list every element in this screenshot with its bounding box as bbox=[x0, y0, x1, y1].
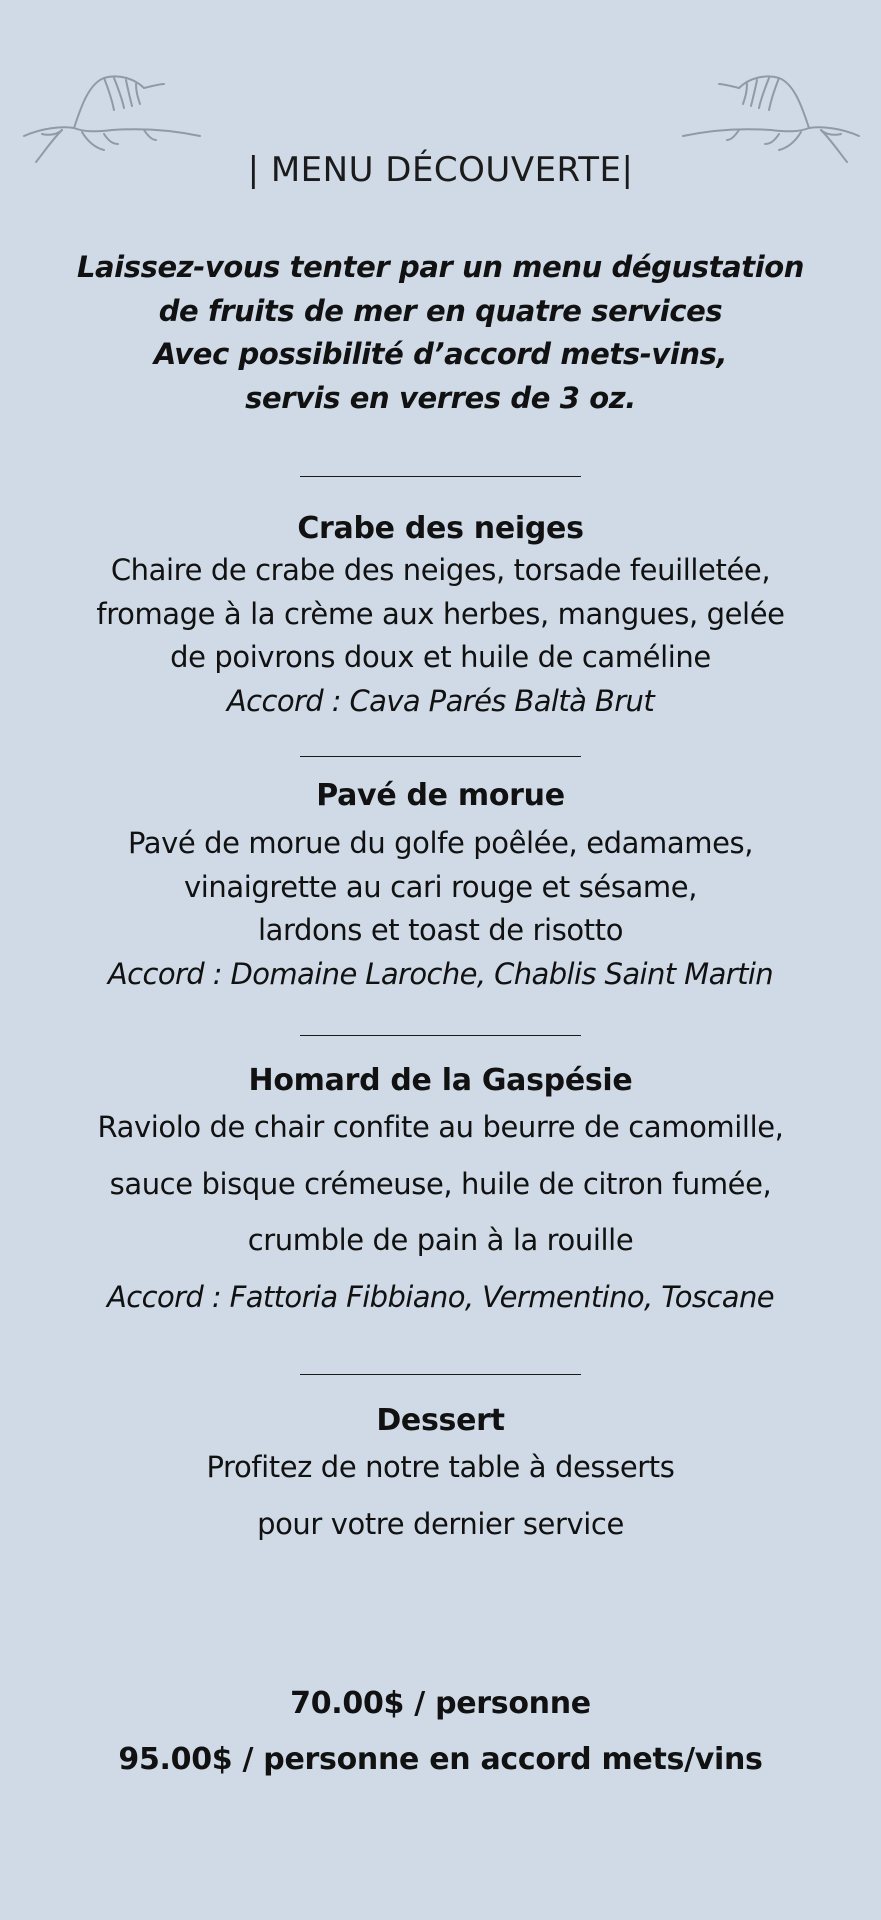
intro-line: Avec possibilité d’accord mets-vins, bbox=[153, 337, 728, 371]
course-name: Crabe des neiges bbox=[297, 511, 584, 546]
course-description-line: Pavé de morue du golfe poêlée, edamames, bbox=[127, 826, 754, 860]
price-with-pairing: 95.00$ / personne en accord mets/vins bbox=[118, 1742, 763, 1777]
section-divider bbox=[300, 756, 581, 757]
wine-pairing: Accord : Cava Parés Baltà Brut bbox=[226, 683, 655, 718]
menu-title: | MENU DÉCOUVERTE| bbox=[247, 150, 634, 190]
course-description-line: pour votre dernier service bbox=[257, 1506, 624, 1541]
course-description-line: vinaigrette au cari rouge et sésame, bbox=[183, 869, 698, 904]
wine-pairing: Accord : Domaine Laroche, Chablis Saint Martin bbox=[107, 956, 774, 991]
course-description-line: lardons et toast de risotto bbox=[257, 913, 624, 947]
section-divider bbox=[300, 1374, 581, 1375]
course-description-line: Chaire de crabe des neiges, torsade feuilletée, bbox=[110, 553, 771, 587]
course-description-line: Profitez de notre table à desserts bbox=[206, 1450, 675, 1484]
course-description-line: Raviolo de chair confite au beurre de camomille, bbox=[97, 1110, 784, 1144]
course-name: Dessert bbox=[376, 1403, 505, 1438]
course-name: Pavé de morue bbox=[316, 778, 565, 813]
course-description-line: crumble de pain à la rouille bbox=[247, 1223, 634, 1257]
course-dessert bbox=[0, 1401, 881, 1552]
course-morue bbox=[0, 776, 881, 996]
price-block bbox=[0, 1676, 881, 1788]
course-homard bbox=[0, 1061, 881, 1325]
menu-intro bbox=[0, 246, 881, 420]
intro-line: de fruits de mer en quatre services bbox=[158, 293, 723, 328]
price-standard: 70.00$ / personne bbox=[290, 1686, 591, 1721]
section-divider bbox=[300, 1035, 581, 1036]
wine-pairing: Accord : Fattoria Fibbiano, Vermentino, Toscane bbox=[107, 1279, 774, 1314]
course-name: Homard de la Gaspésie bbox=[248, 1063, 633, 1098]
intro-line: Laissez-vous tenter par un menu dégustation bbox=[76, 250, 805, 284]
course-crabe bbox=[0, 509, 881, 723]
course-description-line: de poivrons doux et huile de caméline bbox=[170, 640, 711, 674]
section-divider bbox=[300, 476, 581, 477]
course-description-line: sauce bisque crémeuse, huile de citron fumée, bbox=[109, 1166, 772, 1201]
course-description-line: fromage à la crème aux herbes, mangues, gelée bbox=[96, 596, 785, 631]
intro-line: servis en verres de 3 oz. bbox=[245, 380, 636, 415]
